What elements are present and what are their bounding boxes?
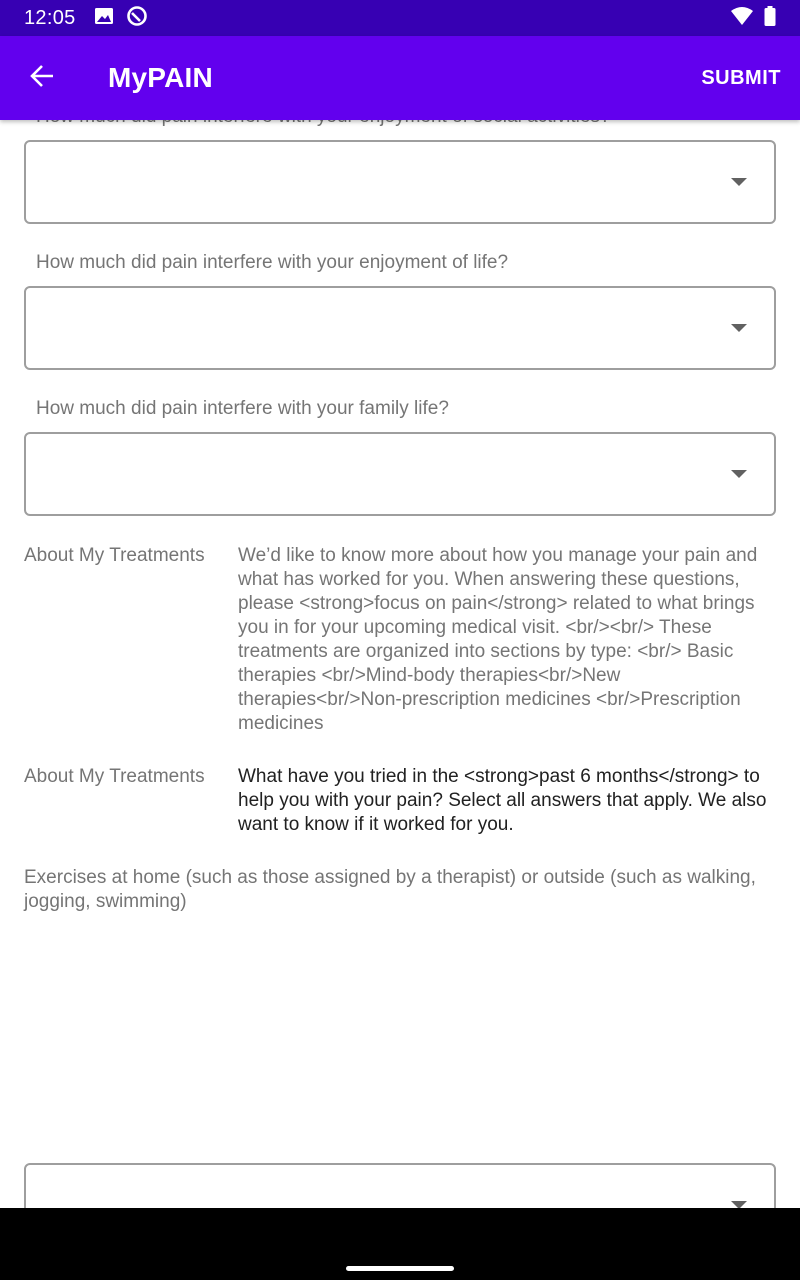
dropdown-arrow-icon bbox=[731, 178, 747, 186]
dropdown-family-life[interactable] bbox=[24, 432, 776, 516]
arrow-back-icon bbox=[29, 63, 55, 94]
app-title: MyPAIN bbox=[108, 62, 213, 93]
treatment-item-label-exercises: Exercises at home (such as those assigned by a therapist) or outside (such as walking, jogging, swimming) bbox=[24, 867, 756, 912]
home-gesture-handle[interactable] bbox=[346, 1266, 454, 1271]
section-treatments-intro bbox=[24, 544, 784, 736]
section-treatments-question bbox=[24, 765, 784, 837]
question-label-enjoyment-of-life: How much did pain interfere with your enjoyment of life? bbox=[36, 252, 509, 273]
section-label: About My Treatments bbox=[24, 545, 205, 566]
question-label-family-life: How much did pain interfere with your family life? bbox=[36, 398, 449, 419]
section-label: About My Treatments bbox=[24, 766, 205, 787]
battery-icon bbox=[764, 6, 776, 31]
app-bar bbox=[0, 36, 800, 120]
status-bar bbox=[0, 0, 800, 36]
dropdown-arrow-icon bbox=[731, 324, 747, 332]
navigation-bar bbox=[0, 1208, 800, 1280]
dropdown-social-activities[interactable] bbox=[24, 140, 776, 224]
section-question-text: What have you tried in the <strong>past 6 months</strong> to help you with your pain? Select all answers that apply. We also want to know if it worked for you. bbox=[238, 766, 767, 835]
submit-button[interactable]: SUBMIT bbox=[701, 66, 781, 89]
back-button[interactable] bbox=[14, 50, 70, 106]
dropdown-arrow-icon bbox=[731, 470, 747, 478]
dropdown-enjoyment-of-life[interactable] bbox=[24, 286, 776, 370]
data-saver-icon bbox=[126, 5, 148, 32]
image-icon bbox=[94, 7, 114, 30]
form-content[interactable] bbox=[0, 120, 800, 1208]
section-intro-text: We’d like to know more about how you manage your pain and what has worked for you. When answering these questions, please <strong>focus on pain</strong> related to what brings you in for your upcoming medical visit. <br/><br/> These treatments are organized into sections by type: <br/> Basic therapies <br/>Mind-body therapies<br/>New therapies<br/>Non-prescription medicines <br/>Prescription medicines bbox=[238, 545, 758, 734]
wifi-icon bbox=[730, 6, 754, 31]
status-time: 12:05 bbox=[24, 6, 76, 29]
